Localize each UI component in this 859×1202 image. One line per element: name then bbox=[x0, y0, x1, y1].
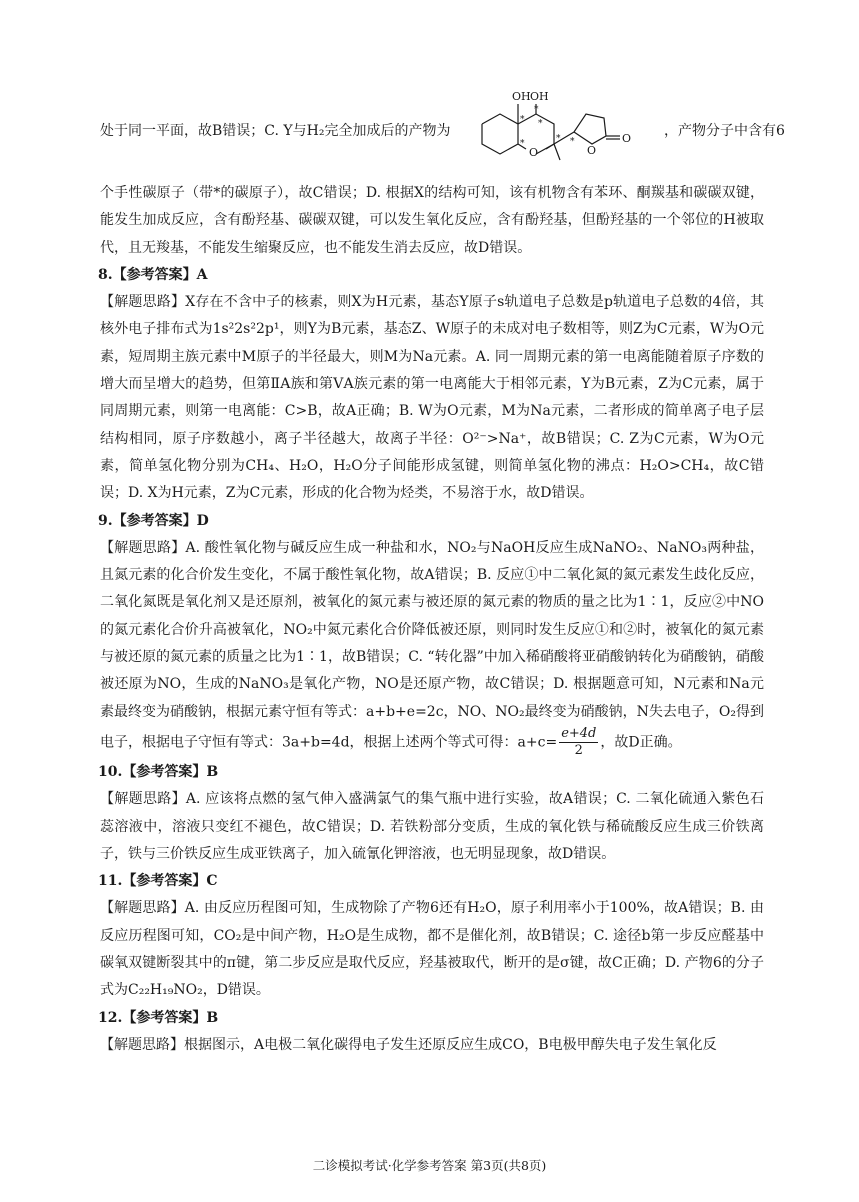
answer-heading-8: 8.【参考答案】A bbox=[98, 266, 208, 283]
page-footer: 二诊模拟考试·化学参考答案 第3页(共8页) bbox=[312, 1158, 547, 1173]
answer-heading-10: 10.【参考答案】B bbox=[98, 763, 219, 780]
analysis-12: 【解题思路】根据图示，A电极二氧化碳得电子发生还原反应生成CO，B电极甲醇失电子发生氧化反 bbox=[100, 1036, 717, 1053]
analysis-9 bbox=[100, 535, 764, 759]
fraction-denominator: 2 bbox=[574, 742, 583, 758]
ring-oxygen-label-2: O bbox=[587, 144, 597, 157]
intro-text-left: 处于同一平面，故B错误；C. Y与H₂完全加成后的产物为 bbox=[100, 123, 451, 139]
answer-body bbox=[100, 180, 764, 1059]
answer-heading-9: 9.【参考答案】D bbox=[98, 512, 209, 529]
analysis-11: 【解题思路】A. 由反应历程图可知，生成物除了产物6还有H₂O，原子利用率小于100%，故A错误；B. 由反应历程图可知，CO₂是中间产物，H₂O是生成物，都不是催化剂，故B错误；C. 途径b第一步反应醛基中碳氧双键断裂其中的π键，第二步反应是取代反应，羟基被取代，断开的是σ键，故C正确；D. 产物6的分子式为C₂₂H₁₉NO₂，D错误。 bbox=[100, 900, 764, 999]
fraction bbox=[559, 726, 598, 759]
oh-label-2: OH bbox=[530, 90, 549, 103]
answer-heading-12: 12.【参考答案】B bbox=[98, 1009, 219, 1026]
chiral-star-4: * bbox=[556, 134, 561, 144]
analysis-10: 【解题思路】A. 应该将点燃的氢气伸入盛满氯气的集气瓶中进行实验，故A错误；C. 二氧化硫通入紫色石蕊溶液中，溶液只变红不褪色，故C错误；D. 若铁粉部分变质，生成的氧化铁与稀硫酸反应生成三价铁离子，铁与三价铁反应生成亚铁离子，加入硫氰化钾溶液，也无明显现象，故D错误。 bbox=[100, 791, 764, 862]
intro-row bbox=[96, 84, 785, 174]
ring-oxygen-label-1: O bbox=[529, 146, 539, 159]
chiral-star-2: * bbox=[520, 139, 525, 149]
analysis-9-text: 【解题思路】A. 酸性氧化物与碱反应生成一种盐和水，NO₂与NaOH反应生成NaNO₂、NaNO₃两种盐，且氮元素的化合价发生变化，不属于酸性氧化物，故A错误；B. 反应①中二氧化氮的氮元素发生歧化反应，二氧化氮既是氧化剂又是还原剂，被氧化的氮元素与被还原的氮元素的物质的量之比为1∶1，反应②中NO的氮元素化合价升高被氧化，NO₂中氮元素化合价降低被还原，则同时发生反应①和②时，被氧化的氮元素与被还原的氮元素的质量之比为1∶1，故B错误；C. “转化器”中加入稀硝酸将亚硝酸钠转化为硝酸钠，硝酸被还原为NO，生成的NaNO₃是氧化产物，NO是还原产物，故C错误；D. 根据题意可知，N元素和Na元素最终变为硝酸钠，根据元素守恒有等式：a+b+e=2c，NO、NO₂最终变为硝酸钠，N失去电子，O₂得到电子，根据电子守恒有等式：3a+b=4d，根据上述两个等式可得：a+c= bbox=[100, 539, 764, 751]
intro-continuation: 个手性碳原子（带*的碳原子），故C错误；D. 根据X的结构可知，该有机物含有苯环、酮羰基和碳碳双键，能发生加成反应，含有酚羟基、碳碳双键，可以发生氧化反应，含有酚羟基，但酚羟基的一个邻位的H被取代，且无羧基，不能发生缩聚反应，也不能发生消去反应，故D错误。 bbox=[100, 185, 764, 256]
keto-oxygen-label: O bbox=[622, 132, 632, 145]
answer-heading-11: 11.【参考答案】C bbox=[98, 873, 218, 890]
fraction-numerator: e+4d bbox=[561, 725, 597, 741]
intro-text-right: ，产物分子中含有6 bbox=[664, 123, 785, 139]
analysis-9-end: ，故D正确。 bbox=[600, 734, 682, 751]
chiral-star-6: * bbox=[534, 105, 539, 115]
chiral-star-1: * bbox=[520, 115, 525, 125]
chiral-star-5: * bbox=[570, 137, 575, 147]
oh-label-1: OH bbox=[512, 90, 531, 103]
analysis-8: 【解题思路】X存在不含中子的核素，则X为H元素，基态Y原子s轨道电子总数是p轨道电子总数的4倍，其核外电子排布式为1s²2s²2p¹，则Y为B元素，基态Z、W原子的未成对电子数相等，则Z为C元素，W为O元素，短周期主族元素中M原子的半径最大，则M为Na元素。A. 同一周期元素的第一电离能随着原子序数的增大而呈增大的趋势，但第ⅡA族和第ⅤA族元素的第一电离能大于相邻元素，Y为B元素，Z为C元素，属于同周期元素，则第一电离能：C>B，故A正确；B. W为O元素，M为Na元素，二者形成的简单离子电子层结构相同，原子序数越小，离子半径越大，故离子半径：O²⁻>Na⁺，故B错误；C. Z为C元素，W为O元素，简单氢化物分别为CH₄、H₂O，H₂O分子间能形成氢键，则简单氢化物的沸点：H₂O>CH₄，故C错误；D. X为H元素，Z为C元素，形成的化合物为烃类，不易溶于水，故D错误。 bbox=[100, 294, 764, 502]
chiral-star-3: * bbox=[538, 119, 543, 129]
molecule-structure-icon bbox=[474, 84, 664, 174]
